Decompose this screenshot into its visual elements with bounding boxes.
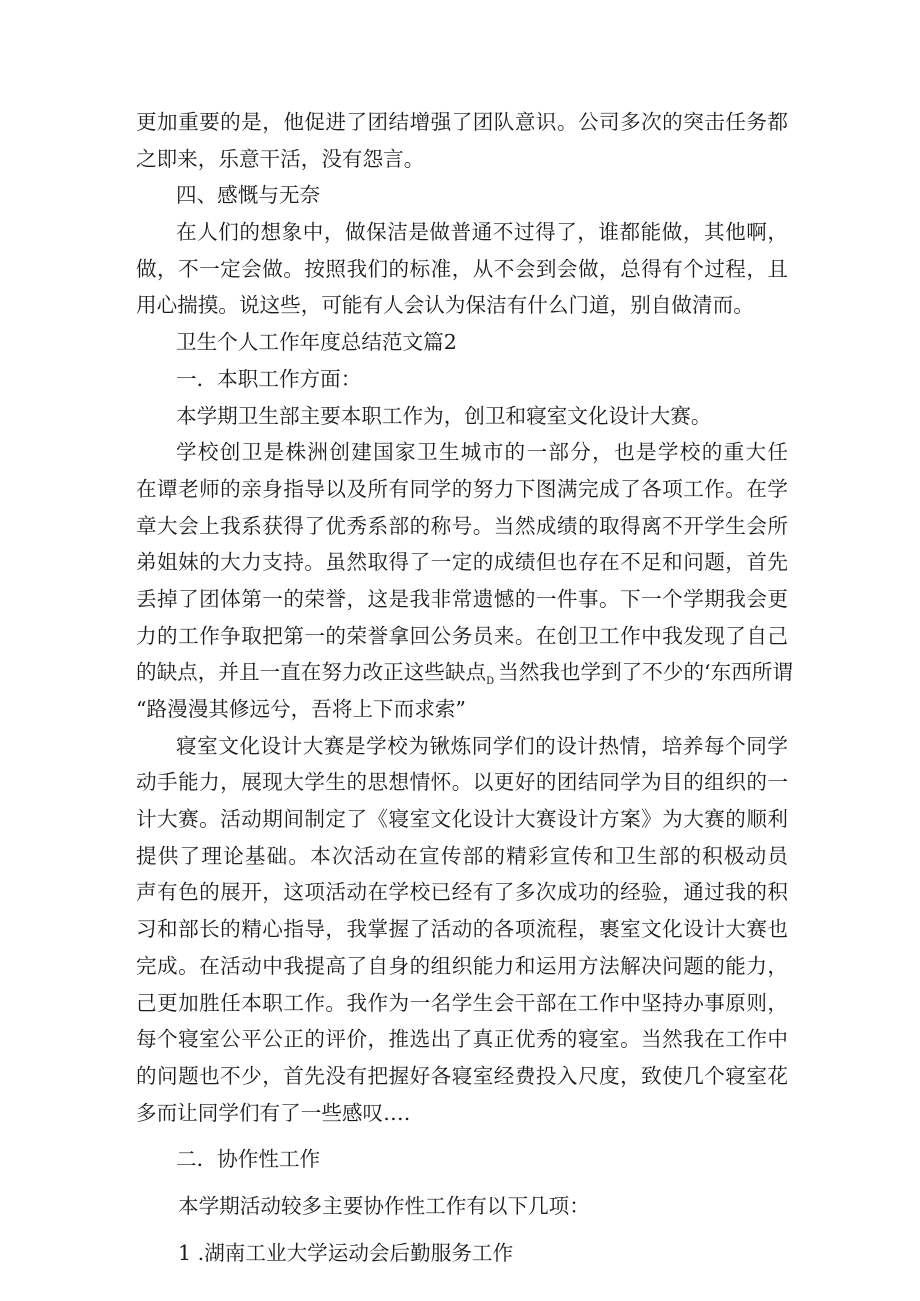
text-line: 动手能力，展现大学生的思想情怀。以更好的团结同学为目的组织的一 bbox=[136, 770, 788, 795]
document-page bbox=[136, 104, 793, 1271]
text-line: 计大赛。活动期间制定了《寝室文化设计大赛设计方案》为大赛的顺利 bbox=[136, 807, 788, 832]
text-line bbox=[136, 654, 793, 691]
subscript-mark: D bbox=[486, 676, 495, 688]
article-title: 卫生个人工作年度总结范文篇2 bbox=[176, 330, 457, 355]
quote-line: “路漫漫其修远兮，吾将上下而求索” bbox=[136, 697, 466, 721]
text-line: 弟姐妹的大力支持。虽然取得了一定的成绩但也存在不足和问题，首先 bbox=[136, 550, 788, 575]
text-line: 本学期活动较多主要协作性工作有以下几项： bbox=[178, 1193, 590, 1218]
text-line: 在人们的想象中，做保洁是做普通不过得了，谁都能做，其他啊， bbox=[176, 220, 788, 245]
text-line: 每个寝室公平公正的评价，推选出了真正优秀的寝室。当然我在工作中 bbox=[136, 1027, 788, 1052]
text-line: 力的工作争取把第一的荣誉拿回公务员来。在创卫工作中我发现了自己 bbox=[136, 623, 788, 648]
text-line: 之即来，乐意干活，没有怨言。 bbox=[136, 146, 425, 171]
text-line: 本学期卫生部主要本职工作为，创卫和寝室文化设计大赛。 bbox=[176, 403, 712, 428]
text-line: 在谭老师的亲身指导以及所有同学的努力下图满完成了各项工作。在学 bbox=[136, 476, 788, 501]
text-segment: 当然我也学到了不少的‘东西所谓 bbox=[498, 660, 793, 685]
text-line: 学校创卫是株洲创建国家卫生城市的一部分，也是学校的重大任 bbox=[176, 440, 788, 465]
text-line: 丢掉了团体第一的荣誉，这是我非常遗憾的一件事。下一个学期我会更 bbox=[136, 586, 788, 611]
text-line: 用心揣摸。说这些，可能有人会认为保洁有什么门道，别自做清而。 bbox=[136, 293, 754, 318]
text-line: 章大会上我系获得了优秀系部的称号。当然成绩的取得离不开学生会所 bbox=[136, 513, 788, 538]
text-line: 声有色的展开，这项活动在学校已经有了多次成功的经验，通过我的积 bbox=[136, 880, 788, 905]
list-item: 1 .湖南工业大学运动会后勤服务工作 bbox=[178, 1240, 514, 1265]
section-heading: 四、感慨与无奈 bbox=[176, 183, 321, 208]
text-line: 做，不一定会做。按照我们的标准，从不会到会做，总得有个过程，且 bbox=[136, 256, 788, 281]
section-heading: 一．本职工作方面： bbox=[176, 366, 362, 391]
text-line: 更加重要的是，他促进了团结增强了团队意识。公司多次的突击任务都 bbox=[136, 110, 788, 134]
text-line: 的问题也不少，首先没有把握好各寝室经费投入尺度，致使几个寝室花 bbox=[136, 1063, 788, 1088]
text-segment: 的缺点，并且一直在努力改正这些缺点 bbox=[136, 660, 487, 685]
text-line: 习和部长的精心指导，我掌握了活动的各项流程，裹室文化设计大赛也 bbox=[136, 917, 788, 942]
text-line: 己更加胜任本职工作。我作为一名学生会干部在工作中坚持办事原则， bbox=[136, 990, 788, 1015]
spacer bbox=[136, 1178, 788, 1188]
spacer bbox=[136, 1225, 788, 1235]
text-line: 多而让同学们有了一些感叹…. bbox=[136, 1100, 411, 1125]
text-line: 寝室文化设计大赛是学校为锹炼同学们的设计热情，培养每个同学 bbox=[176, 733, 788, 758]
text-line: 提供了理论基础。本次活动在宣传部的精彩宣传和卫生部的积极动员 bbox=[136, 843, 788, 868]
section-heading: 二．协作性工作 bbox=[176, 1147, 321, 1172]
text-line: 完成。在活动中我提高了自身的组织能力和运用方法解决问题的能力， bbox=[136, 953, 788, 978]
spacer bbox=[136, 1131, 788, 1141]
